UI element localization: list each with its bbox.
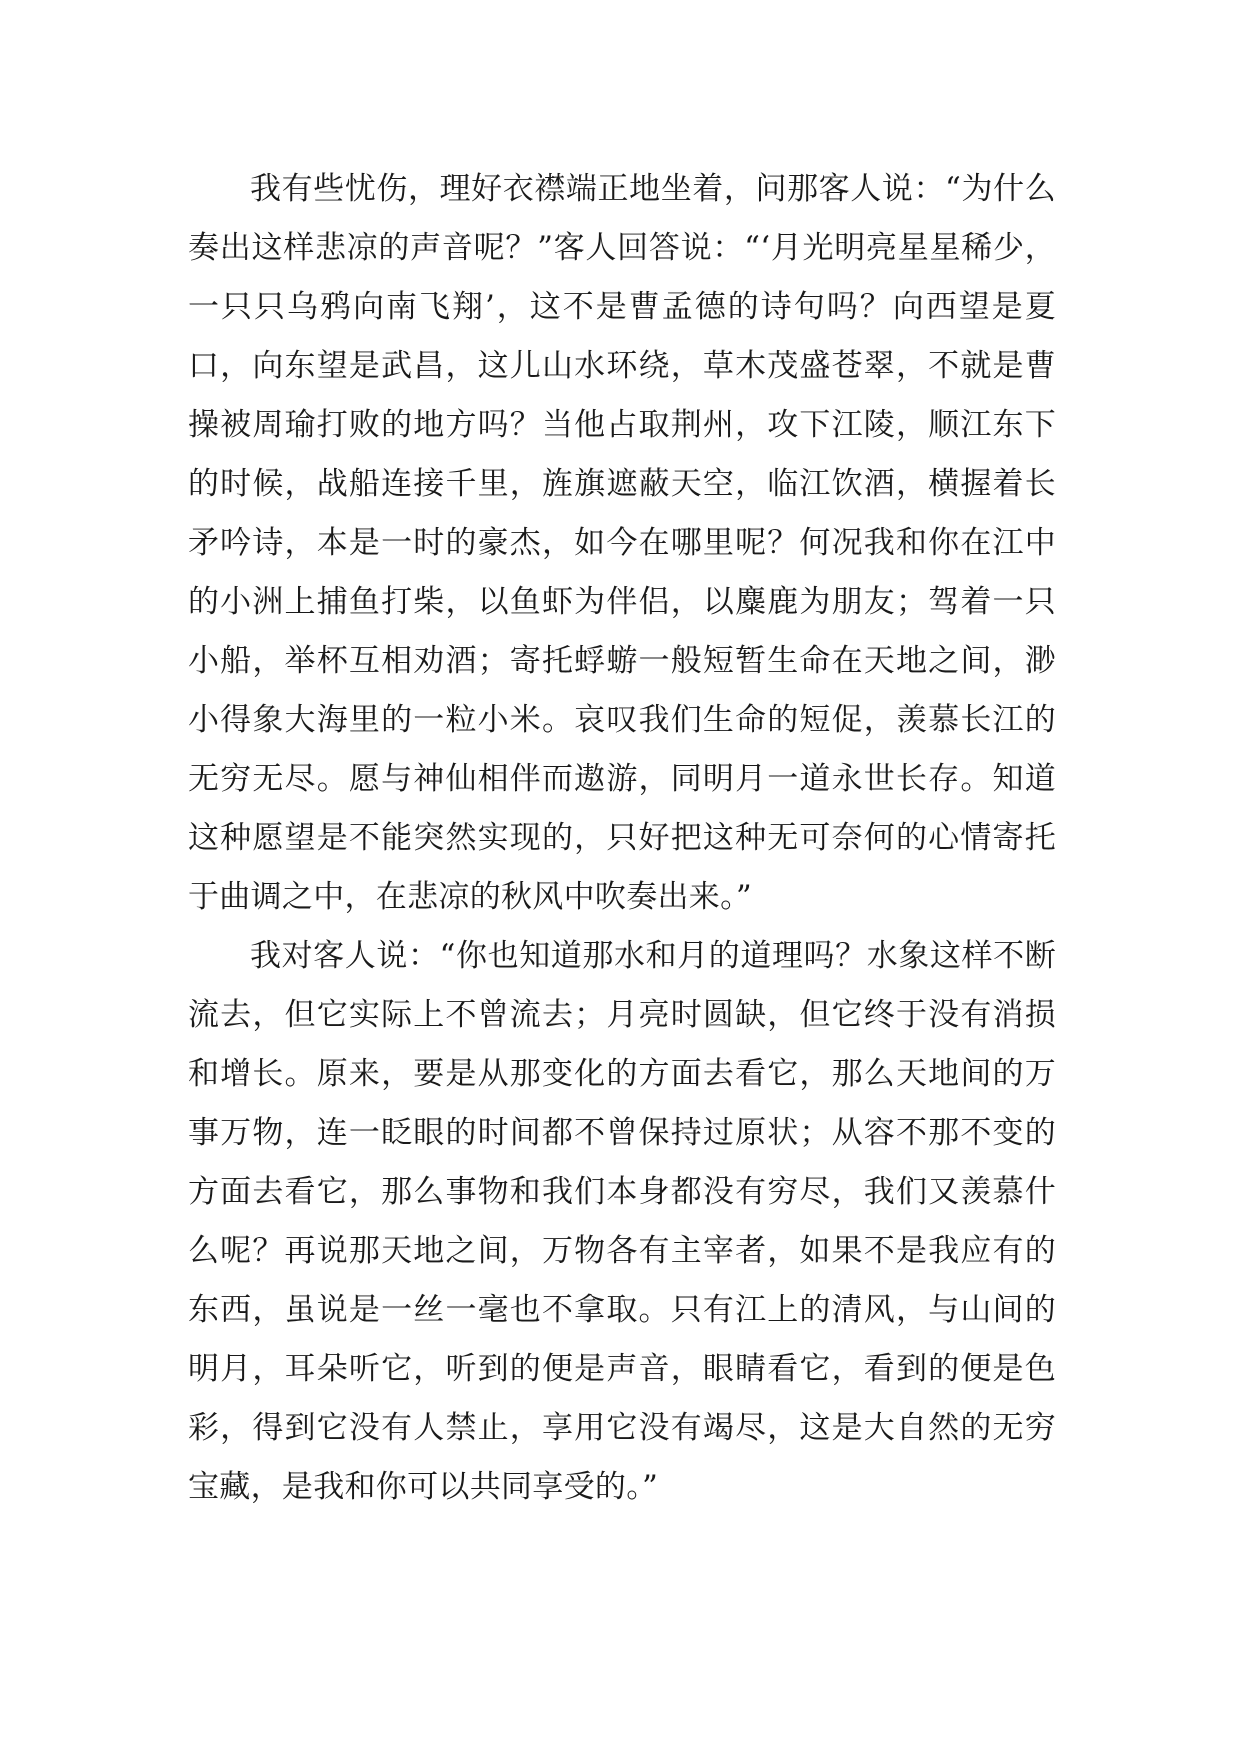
paragraph-1: 我有些忧伤，理好衣襟端正地坐着，问那客人说：“为什么奏出这样悲凉的声音呢？”客人回答说：“‘月光明亮星星稀少，一只只乌鸦向南飞翔’，这不是曹孟德的诗句吗？向西望是夏口，向东望是武昌，这儿山水环绕，草木茂盛苍翠，不就是曹操被周瑜打败的地方吗？当他占取荆州，攻下江陵，顺江东下的时候，战船连接千里，旌旗遮蔽天空，临江饮酒，横握着长矛吟诗，本是一时的豪杰，如今在哪里呢？何况我和你在江中的小洲上捕鱼打柴，以鱼虾为伴侣，以麋鹿为朋友；驾着一只小船，举杯互相劝酒；寄托蜉蝣一般短暂生命在天地之间，渺小得象大海里的一粒小米。哀叹我们生命的短促，羡慕长江的无穷无尽。愿与神仙相伴而遨游，同明月一道永世长存。知道这种愿望是不能突然实现的，只好把这种无可奈何的心情寄托于曲调之中，在悲凉的秋风中吹奏出来。” xyxy=(188,171,1056,915)
paragraph-2: 我对客人说：“你也知道那水和月的道理吗？水象这样不断流去，但它实际上不曾流去；月亮时圆缺，但它终于没有消损和增长。原来，要是从那变化的方面去看它，那么天地间的万事万物，连一眨眼的时间都不曾保持过原状；从容不那不变的方面去看它，那么事物和我们本身都没有穷尽，我们又羡慕什么呢？再说那天地之间，万物各有主宰者，如果不是我应有的东西，虽说是一丝一毫也不拿取。只有江上的清风，与山间的明月，耳朵听它，听到的便是声音，眼睛看它，看到的便是色彩，得到它没有人禁止，享用它没有竭尽，这是大自然的无穷宝藏，是我和你可以共同享受的。” xyxy=(188,938,1056,1505)
document-body xyxy=(188,160,1056,1517)
